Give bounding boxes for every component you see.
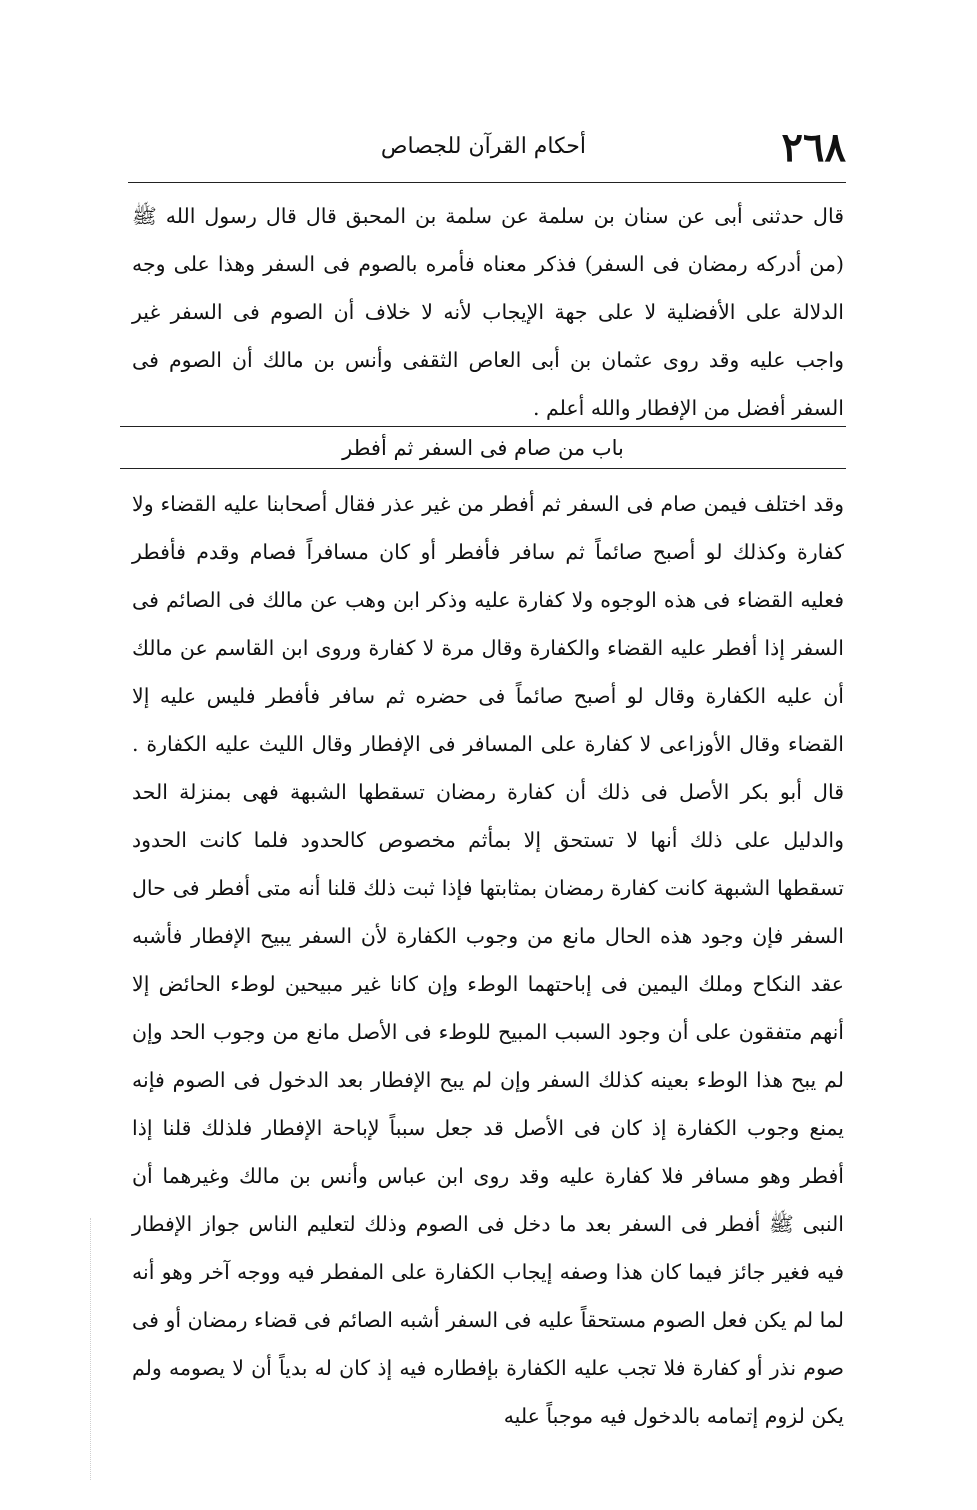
body-paragraph: وقد اختلف فيمن صام فى السفر ثم أفطر من غير عذر فقال أصحابنا عليه القضاء ولا كفارة وكذلك لو أصبح صائماً ثم سافر فأفطر أو كان مسافراً فصام وقدم فأفطر فعليه القضاء فى هذه الوجوه ولا كفارة عليه وذكر ابن وهب عن مالك فى الصائم فى السفر إذا أفطر عليه القضاء والكفارة وقال مرة لا كفارة وروى ابن القاسم عن مالك أن عليه الكفارة وقال لو أصبح صائماً فى حضره ثم سافر فأفطر فليس عليه إلا القضاء وقال الأوزاعى لا كفارة على المسافر فى الإفطار وقال الليث عليه الكفارة . قال أبو بكر الأصل فى ذلك أن كفارة رمضان تسقطها الشبهة فهى بمنزلة الحد والدليل على ذلك أنها لا تستحق إلا بمأثم مخصوص كالحدود فلما كانت الحدود تسقطها الشبهة كانت كفارة رمضان بمثابتها فإذا ثبت ذلك قلنا أنه متى أفطر فى حال السفر فإن وجود هذه الحال مانع من وجوب الكفارة لأن السفر يبيح الإفطار فأشبه عقد النكاح وملك اليمين فى إباحتهما الوطء وإن كانا غير مبيحين لوطء الحائض إلا أنهم متفقون على أن وجود السبب المبيح للوطء فى الأصل مانع من وجوب الحد وإن لم يبح هذا الوطء بعينه كذلك السفر وإن لم يبح الإفطار بعد الدخول فى الصوم فإنه يمنع وجوب الكفارة إذ كان فى الأصل قد جعل سبباً لإباحة الإفطار فلذلك قلنا إذا أفطر وهو مسافر فلا كفارة عليه وقد روى ابن عباس وأنس بن مالك وغيرهما أن النبى ﷺ أفطر فى السفر بعد ما دخل فى الصوم وذلك لتعليم الناس جواز الإفطار فيه فغير جائز فيما كان هذا وصفه إيجاب الكفارة على المفطر فيه ووجه آخر وهو أنه لما لم يكن فعل الصوم مستحقاً عليه فى السفر أشبه الصائم فى قضاء رمضان أو فى صوم نذر أو كفارة فلا تجب عليه الكفارة بإفطاره فيه إذ كان له بدياً أن لا يصومه ولم يكن لزوم إتمامه بالدخول فيه موجباً عليه	[132, 492, 844, 1428]
section-rule-top	[120, 426, 846, 427]
page-header	[128, 118, 846, 182]
running-title: أحكام القرآن للجصاص	[380, 134, 586, 159]
header-rule	[128, 182, 846, 183]
top-paragraph: قال حدثنى أبى عن سنان بن سلمة عن سلمة بن المحبق قال قال رسول الله ﷺ (من أدركه رمضان فى السفر) فذكر معناه فأمره بالصوم فى السفر وهذا على وجه الدلالة على الأفضلية لا على جهة الإيجاب لأنه لا خلاف أن الصوم فى السفر غير واجب عليه وقد روى عثمان بن أبى العاص الثقفى وأنس بن مالك أن الصوم فى السفر أفضل من الإفطار والله أعلم .	[132, 204, 844, 420]
section-title: باب من صام فى السفر ثم أفطر	[342, 436, 624, 460]
page-number: ٢٦٨	[781, 124, 846, 171]
section-rule-bottom	[120, 468, 846, 469]
scan-margin-mark	[90, 1218, 93, 1480]
